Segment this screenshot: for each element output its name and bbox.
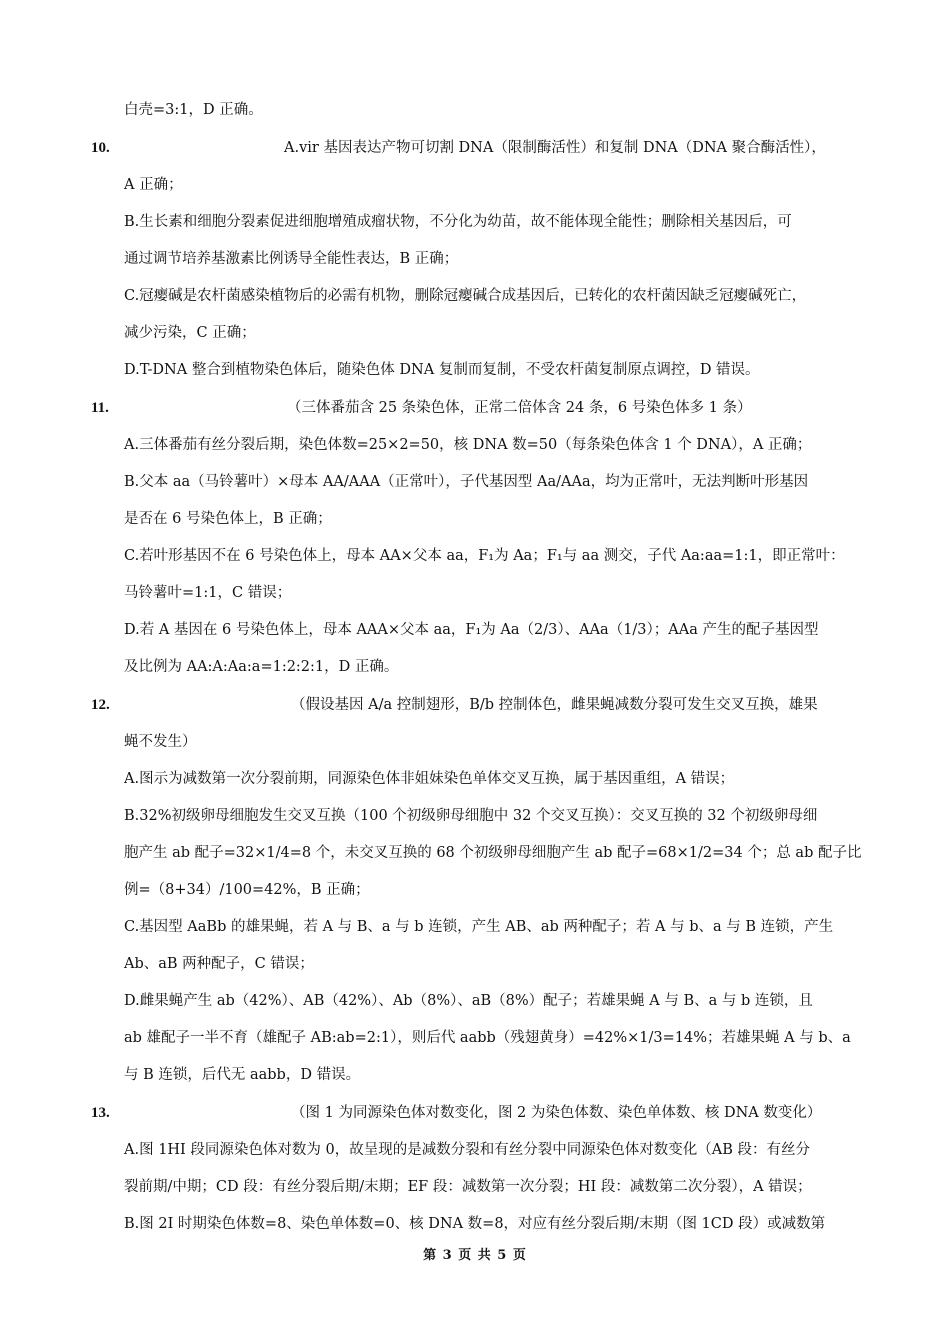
text-line: ab 雄配子一半不育（雄配子 AB:ab=2:1），则后代 aabb（残翅黄身）=42%×1/3=14%；若雄果蝇 A 与 b、a [124,1030,851,1046]
text-line: D.雌果蝇产生 ab（42%）、AB（42%）、Ab（8%）、aB（8%）配子；若雄果蝇 A 与 B、a 与 b 连锁，且 [124,993,813,1009]
text-line: B.图 2I 时期染色体数=8、染色单体数=0、核 DNA 数=8，对应有丝分裂后期/末期（图 1CD 段）或减数第 [124,1216,826,1232]
text-line: A.图示为减数第一次分裂前期，同源染色体非姐妹染色单体交叉互换，属于基因重组，A 错误； [124,771,735,787]
text-line: B.生长素和细胞分裂素促进细胞增殖成瘤状物，不分化为幼苗，故不能体现全能性；删除相关基因后，可 [124,214,792,230]
question-10-header: A.vir 基因表达产物可切割 DNA（限制酶活性）和复制 DNA（DNA 聚合酶活性）， [284,140,826,156]
text-line: C.基因型 AaBb 的雄果蝇，若 A 与 B、a 与 b 连锁，产生 AB、ab 两种配子；若 A 与 b、a 与 B 连锁，产生 [124,919,834,935]
text-line: B.32%初级卵母细胞发生交叉互换（100 个初级卵母细胞中 32 个交叉互换）：交叉互换的 32 个初级卵母细 [124,808,818,824]
text-line: Ab、aB 两种配子，C 错误； [124,956,314,972]
text-line: 马铃薯叶=1:1，C 错误； [124,585,292,601]
question-number-12: 12. [91,697,110,713]
text-line: 通过调节培养基激素比例诱导全能性表达，B 正确； [124,251,459,267]
text-line: 是否在 6 号染色体上，B 正确； [124,511,332,527]
text-line: 白壳=3:1，D 正确。 [124,102,263,118]
text-line: 及比例为 AA:A:Aa:a=1:2:2:1，D 正确。 [124,659,399,675]
text-line: A 正确； [124,177,183,193]
text-line: 胞产生 ab 配子=32×1/4=8 个，未交叉互换的 68 个初级卵母细胞产生 ab 配子=68×1/2=34 个；总 ab 配子比 [124,845,862,861]
question-12-header: （假设基因 A/a 控制翅形，B/b 控制体色，雌果蝇减数分裂可发生交叉互换，雄果 [291,697,818,713]
question-13-header: （图 1 为同源染色体对数变化，图 2 为染色体数、染色单体数、核 DNA 数变化） [291,1105,822,1121]
text-line: B.父本 aa（马铃薯叶）×母本 AA/AAA（正常叶），子代基因型 Aa/AAa，均为正常叶，无法判断叶形基因 [124,474,809,490]
text-line: D.T-DNA 整合到植物染色体后，随染色体 DNA 复制而复制，不受农杆菌复制原点调控，D 错误。 [124,362,760,378]
text-line: A.图 1HI 段同源染色体对数为 0，故呈现的是减数分裂和有丝分裂中同源染色体对数变化（AB 段：有丝分 [124,1142,810,1158]
text-line: 例=（8+34）/100=42%，B 正确； [124,882,370,898]
text-line: 减少污染，C 正确； [124,325,256,341]
text-line: C.冠瘿碱是农杆菌感染植物后的必需有机物，删除冠瘿碱合成基因后，已转化的农杆菌因缺乏冠瘿碱死亡， [124,288,807,304]
question-number-10: 10. [91,140,110,156]
question-number-11: 11. [91,400,109,416]
page-footer: 第 3 页 共 5 页 [423,1248,527,1263]
text-line: 与 B 连锁，后代无 aabb，D 错误。 [124,1067,361,1083]
question-number-13: 13. [91,1105,110,1121]
text-line: C.若叶形基因不在 6 号染色体上，母本 AA×父本 aa，F₁为 Aa；F₁与 aa 测交，子代 Aa:aa=1:1，即正常叶： [124,548,845,564]
text-line: D.若 A 基因在 6 号染色体上，母本 AAA×父本 aa，F₁为 Aa（2/3）、AAa（1/3）；AAa 产生的配子基因型 [124,622,819,638]
text-line: 蝇不发生） [124,734,197,750]
question-11-header: （三体番茄含 25 条染色体，正常二倍体含 24 条，6 号染色体多 1 条） [287,400,752,416]
text-line: 裂前期/中期；CD 段：有丝分裂后期/末期；EF 段：减数第一次分裂；HI 段：减数第二次分裂），A 错误； [124,1179,812,1195]
text-line: A.三体番茄有丝分裂后期，染色体数=25×2=50，核 DNA 数=50（每条染色体含 1 个 DNA），A 正确； [124,437,812,453]
